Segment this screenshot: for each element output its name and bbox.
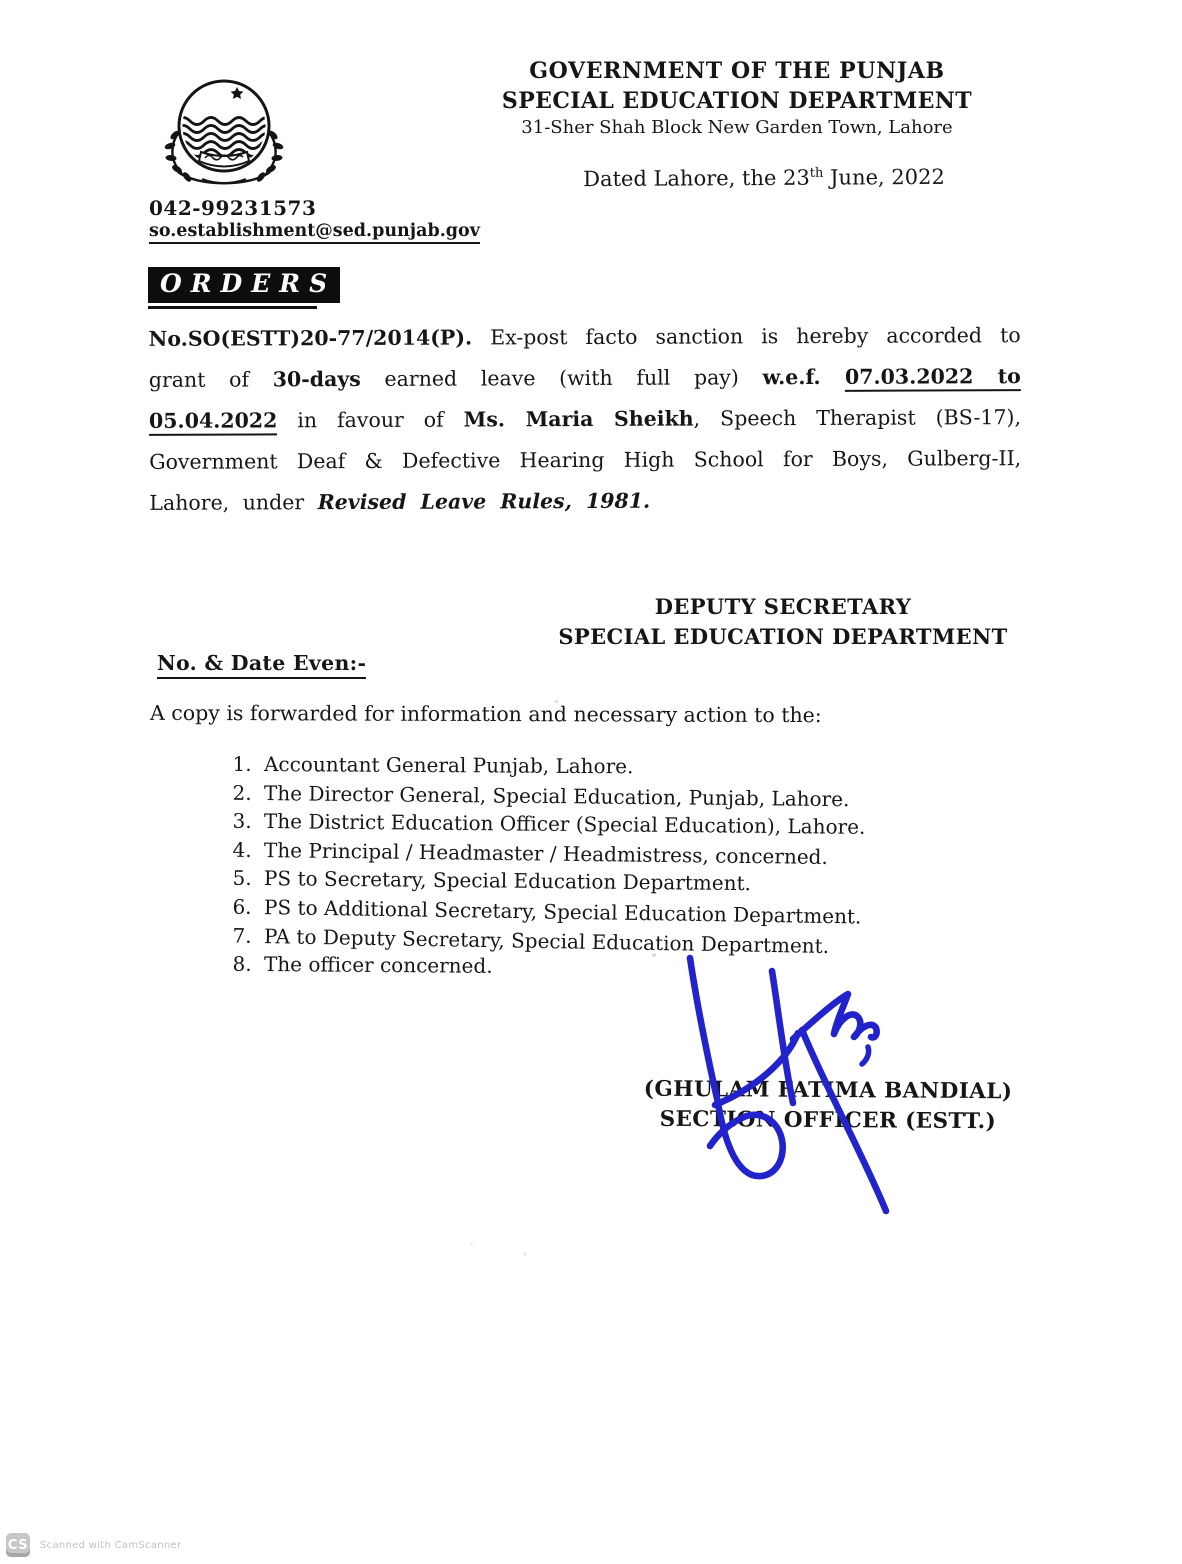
org-name-line2: SPECIAL EDUCATION DEPARTMENT: [501, 88, 973, 114]
punjab-government-emblem-icon: [150, 74, 298, 192]
memo-number-label: No. & Date Even:-: [157, 651, 366, 679]
cc-item: 1. Accountant General Punjab, Lahore.: [258, 750, 866, 782]
date-prefix: Dated Lahore, the 23: [583, 165, 810, 192]
letterhead: [498, 56, 976, 140]
email-address: so.establishment@sed.punjab.gov: [149, 221, 480, 244]
leave-rules-reference: Revised Leave Rules, 1981.: [317, 488, 651, 515]
cc-item: 8. The officer concerned.: [258, 950, 866, 983]
org-name-line1: GOVERNMENT OF THE PUNJAB: [529, 58, 945, 84]
signer-name: (GHULAM FATIMA BANDIAL): [643, 1076, 1013, 1105]
cc-item: 6. PS to Additional Secretary, Special Education Department.: [258, 893, 866, 931]
signatory-title-1: DEPUTY SECRETARY: [654, 594, 912, 619]
phone-number: 042-99231573: [149, 196, 317, 220]
handwritten-signature-ink: [612, 938, 912, 1238]
order-text-2: earned leave (with full pay): [360, 365, 763, 391]
cc-item: 2. The Director General, Special Education, Punjab, Lahore.: [258, 779, 866, 814]
orders-underline: [148, 306, 317, 309]
scan-noise: [470, 1243, 473, 1246]
signatory-block: [548, 592, 1018, 652]
signatory-title-2: SPECIAL EDUCATION DEPARTMENT: [558, 624, 1008, 649]
order-reference-number: No.SO(ESTT)20-77/2014(P).: [148, 325, 473, 351]
cc-item: 3. The District Education Officer (Special Education), Lahore.: [258, 807, 866, 841]
wef-label: w.e.f.: [762, 364, 846, 390]
orders-heading: [148, 267, 340, 309]
scan-noise: [523, 1252, 527, 1256]
cc-item: 4. The Principal / Headmaster / Headmistress, concerned.: [258, 836, 866, 872]
leave-days: 30-days: [272, 366, 361, 392]
employee-name: Ms. Maria Sheikh: [463, 406, 694, 432]
leave-date-range: 07.03.2022 to 05.04.2022: [149, 364, 1021, 436]
cc-item: 5. PS to Secretary, Special Education Department.: [258, 864, 866, 899]
camscanner-badge-icon: CS: [6, 1533, 30, 1557]
order-text-1: Ex-post facto sanction is hereby accorded to grant of: [148, 323, 1021, 392]
date-line: [548, 165, 980, 192]
orders-label: ORDERS: [148, 267, 340, 303]
date-ordinal: th: [809, 165, 824, 181]
camscanner-footer: [6, 1533, 181, 1557]
org-address: 31-Sher Shah Block New Garden Town, Lahore: [521, 117, 953, 138]
cc-item: 7. PA to Deputy Secretary, Special Education Department.: [258, 922, 866, 961]
date-suffix: June, 2022: [823, 164, 945, 190]
order-text-3: in favour of: [277, 407, 464, 433]
camscanner-text: Scanned with CamScanner: [40, 1539, 182, 1551]
order-paragraph: [149, 315, 1022, 524]
signer-title: SECTION OFFICER (ESTT.): [659, 1106, 997, 1135]
order-text-4: , Speech Therapist (BS-17), Government Deaf & Defective Hearing High School for Boys, Gulberg-II, Lahore, under: [149, 405, 1022, 515]
scan-noise: [555, 700, 558, 703]
forwarding-line: A copy is forwarded for information and necessary action to the:: [149, 700, 822, 728]
